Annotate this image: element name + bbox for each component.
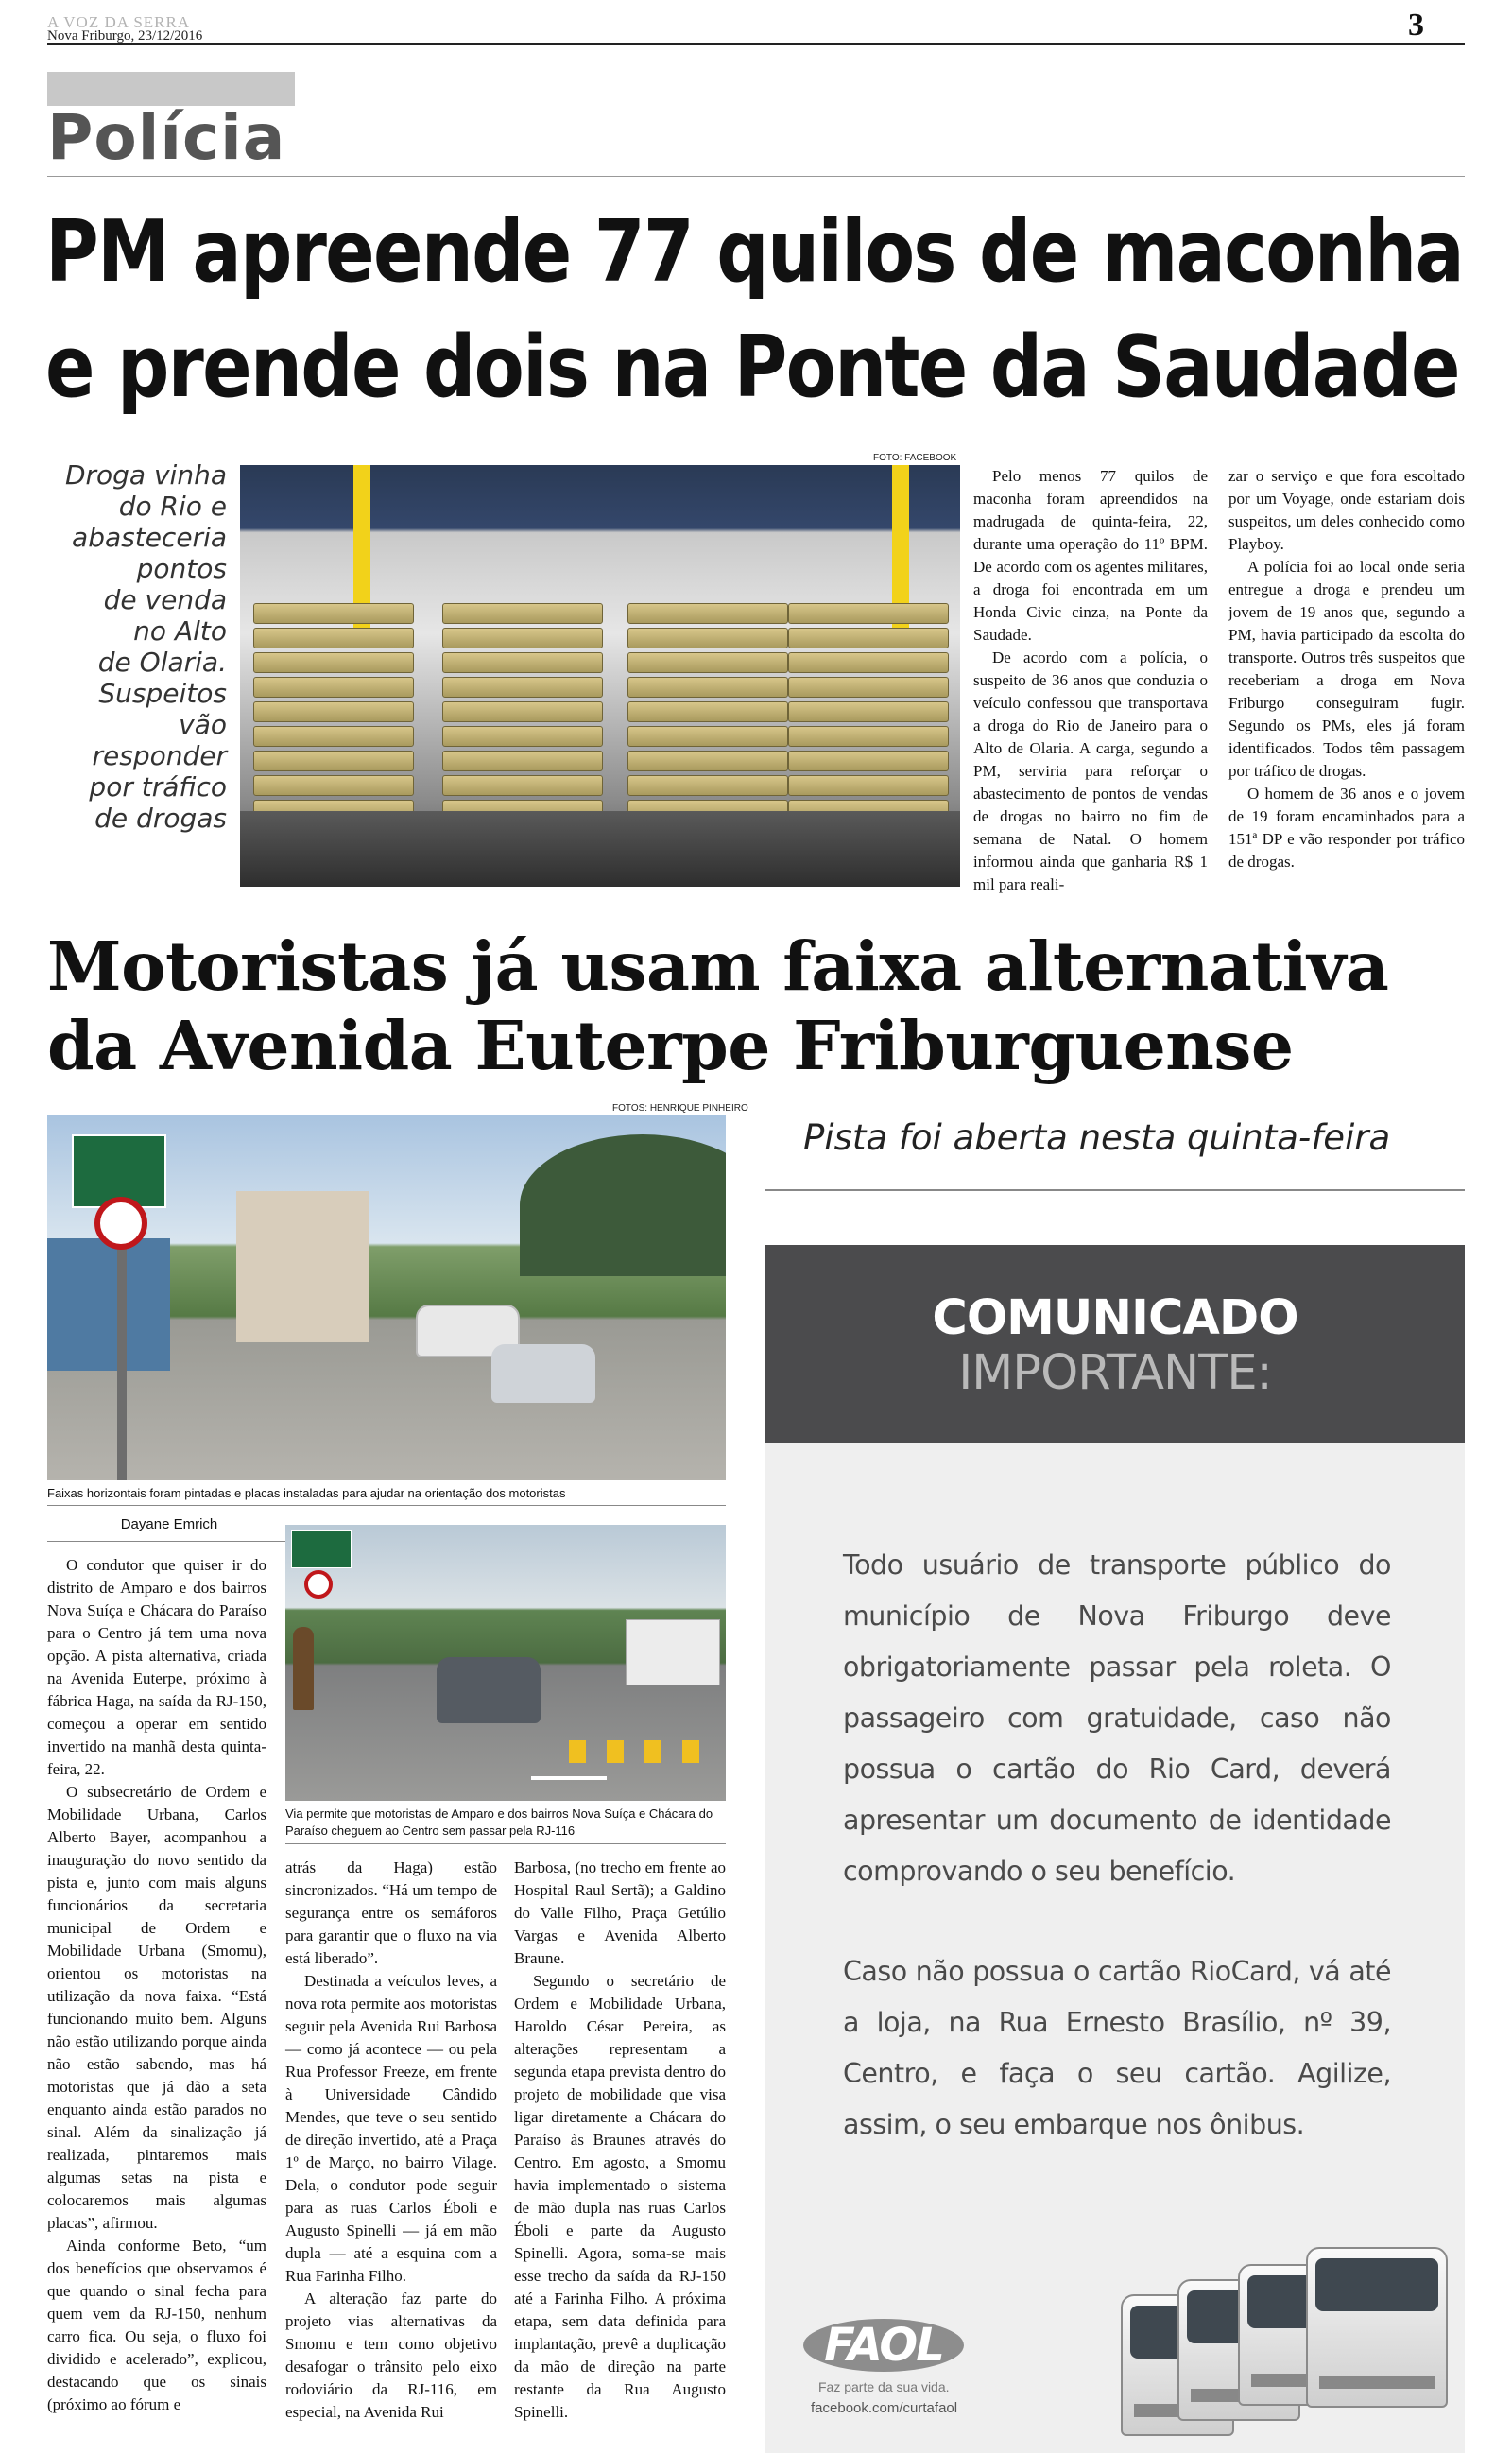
traffic-cone [682,1740,699,1763]
masthead-rule [47,43,1465,45]
photo-car [491,1344,595,1403]
deck-rule [765,1189,1465,1191]
photo-pedestrian [293,1627,314,1710]
straight-arrow-sign [304,1570,333,1599]
photo-counter [240,811,960,887]
photo-car [437,1657,541,1723]
traffic-cone [607,1740,624,1763]
photo-building [236,1191,369,1342]
deck-line: pontos [136,553,227,584]
sign-pole [117,1210,127,1480]
ad-header [765,1245,1465,1443]
story2-headline-line1: Motoristas já usam faixa alternativa [47,926,1389,1006]
paragraph: De acordo com a polícia, o suspeito de 36 anos que conduzia o veículo confessou que transportava a droga do Rio de Janeiro para o Alto de Olaria. A carga, segundo a PM, serviria para reforçar o abastecimento de pontos de vendas de drogas no bairro no fim de semana de Natal. O homem informou ainda que ganharia R$ 1 mil para reali- [973,648,1208,893]
paragraph: Pelo menos 77 quilos de maconha foram apreendidos na madrugada de quinta-feira, 22, durante uma operação do 11º BPM. De acordo com os agentes militares, a droga foi encontrada em um Honda Civic cinza, na Ponte da Saudade. [973,467,1208,644]
road-arrow-marking [531,1776,607,1795]
ad-paragraph-2: Caso não possua o cartão RioCard, vá até a loja, na Rua Ernesto Brasílio, nº 39, Centro, e faça o seu cartão. Agilize, assim, o seu embarque nos ônibus. [843,1956,1391,2140]
story2-photo-credit: FOTOS: HENRIQUE PINHEIRO [612,1103,748,1114]
story1-deck [47,459,227,834]
paragraph: O homem de 36 anos e o jovem de 19 foram encaminhados para a 151ª DP e vão responder por tráfico de drogas. [1228,785,1465,871]
straight-arrow-sign [94,1197,147,1250]
brick-stack [442,599,603,821]
byline: Dayane Emrich [120,1516,218,1532]
brick-stack [627,599,788,821]
paragraph: Ainda conforme Beto, “um dos benefícios que observamos é que quando o sinal fecha para quem vem da RJ-150, nenhum carro fica. Ou seja, o fluxo foi dividido e acelerado”, explicou, destacando que os sinais (próximo ao fórum e [47,2237,266,2413]
ad-facebook-link: facebook.com/curtafaol [811,2400,958,2416]
story2-column-3 [514,1857,726,2424]
story1-headline-line2: e prende dois na Ponte da Saudade [45,318,1459,417]
photo-truck [47,1238,170,1371]
ad-paragraph-1: Todo usuário de transporte público do município de Nova Friburgo deve obrigatoriamente passar pela roleta. O passageiro com gratuidade, caso não possua o cartão do Rio Card, deverá apresentar um documento de identidade comprovando o seu benefício. [843,1549,1391,1887]
paragraph: Barbosa, (no trecho em frente ao Hospital Raul Sertã); a Galdino do Valle Filho, Praça Getúlio Vargas e Avenida Alberto Braune. [514,1858,726,1967]
story2-headline [47,926,1465,1085]
traffic-cone [644,1740,662,1763]
faol-advertisement [765,1245,1465,2453]
paragraph: atrás da Haga) estão sincronizados. “Há um tempo de segurança entre os semáforos para garantir que o fluxo na via está liberado”. [285,1858,497,1967]
story1-headline-line1: PM apreende 77 quilos de maconha [45,202,1464,302]
paragraph: Destinada a veículos leves, a nova rota permite aos motoristas seguir pela Avenida Rui Barbosa — como já acontece — ou pela Rua Professor Freeze, em frente à Universidade Cândido Mendes, que teve o seu sentido de direção invertido, até a Praça 1º de Março, no bairro Vilage. Dela, o condutor pode seguir para as ruas Carlos Éboli e Augusto Spinelli — já em mão dupla — até a esquina com a Rua Farinha Filho. [285,1972,497,2285]
alternate-route-sign [291,1530,352,1568]
story2-deck: Pista foi aberta nesta quinta-feira [803,1117,1391,1158]
story1-column-1 [973,465,1208,896]
story1-column-2 [1228,465,1465,873]
story1-headline [45,195,1464,425]
photo-van [626,1619,720,1685]
deck-line: abasteceria [72,522,227,553]
deck-line: Suspeitos vão [98,678,227,740]
paragraph: A alteração faz parte do projeto vias alternativas da Smomu e tem como objetivo desafogar o trânsito pelo eixo rodoviário da RJ-116, em especial, na Avenida Rui [285,2290,497,2421]
page-number: 3 [1408,8,1424,43]
issue-date: Nova Friburgo, 23/12/2016 [47,28,203,43]
deck-line: por tráfico [89,771,227,803]
ad-title-line2: IMPORTANTE: [958,1345,1272,1401]
paragraph: Segundo o secretário de Ordem e Mobilidade Urbana, Haroldo César Pereira, as alterações representam a segunda etapa prevista dentro do projeto de mobilidade que visa ligar diretamente a Chácara do Paraíso às Braunes através do Centro. Em agosto, a Smomu havia implementado o sistema de mão dupla nas ruas Carlos Éboli e parte da Augusto Spinelli. Agora, soma-se mais esse trecho da saída da RJ-150 até a Farinha Filho. A próxima etapa, sem data definida para implantação, prevê a duplicação da mão de direção na parte restante da Rua Augusto Spinelli. [514,1972,726,2421]
deck-line: de Olaria. [97,647,227,678]
photo-mountain [520,1134,726,1276]
paragraph: O subsecretário de Ordem e Mobilidade Urbana, Carlos Alberto Bayer, acompanhou a inauguração do novo sentido da pista e, junto com mais alguns funcionários da secretaria municipal de Ordem e Mobilidade Urbana (Smomu), orientou os motoristas na utilização da nova faixa. “Está funcionando muito bem. Alguns não estão utilizando porque ainda não estão sabendo, mas há motoristas que já dão a seta enquanto ainda estão parados no sinal. Além da sinalização já realizada, pintaremos mais algumas setas na pista e colocaremos mais algumas placas”, afirmou. [47,1783,266,2232]
story2-column-1 [47,1554,266,2416]
brick-stack [788,599,949,821]
deck-line: de drogas [94,803,227,834]
byline-rule [47,1541,291,1542]
story1-photo-credit: FOTO: FACEBOOK [873,453,957,463]
paragraph: A polícia foi ao local onde seria entregue a droga e prendeu um jovem de 19 anos que, segundo a PM, havia participado da escolta do transporte. Outros três suspeitos que receberiam a droga em Nova Friburgo conseguiram fugir. Segundo os PMs, eles já foram identificados. Todos têm passagem por tráfico de drogas. [1228,558,1465,780]
story2-column-2 [285,1857,497,2424]
deck-line: responder [92,740,227,771]
deck-line: do Rio e [118,491,227,522]
deck-line: de venda [103,584,227,615]
section-rule [47,176,1465,177]
ad-title-line1: COMUNICADO [932,1290,1298,1346]
caption-rule [47,1505,726,1506]
avenue-photo-1 [47,1115,726,1480]
paragraph: zar o serviço e que fora escoltado por um Voyage, onde estariam dois suspeitos, um deles conhecido como Playboy. [1228,467,1465,553]
drug-seizure-photo [240,465,960,887]
story2-headline-line2: da Avenida Euterpe Friburguense [47,1006,1294,1085]
photo2-caption: Via permite que motoristas de Amparo e dos bairros Nova Suíça e Chácara do Paraíso cheguem ao Centro sem passar pela RJ-116 [285,1806,713,1838]
brick-stack [253,599,414,821]
bus-image [1306,2247,1448,2408]
newspaper-name: A VOZ DA SERRA [47,13,191,31]
deck-line: Droga vinha [64,459,227,491]
traffic-cone [569,1740,586,1763]
paragraph: O condutor que quiser ir do distrito de Amparo e dos bairros Nova Suíça e Chácara do Paraíso para o Centro já tem uma nova opção. A pista alternativa, criada na Avenida Euterpe, próximo à fábrica Haga, na saída da RJ-150, começou a operar em sentido invertido na manhã desta quinta-feira, 22. [47,1556,266,1778]
section-title: Polícia [47,101,286,174]
photo1-caption: Faixas horizontais foram pintadas e placas instaladas para ajudar na orientação dos motoristas [47,1486,566,1500]
deck-line: no Alto [133,615,227,647]
caption-rule [285,1843,726,1844]
faol-logo: FAOL [803,2319,964,2372]
avenue-photo-2 [285,1525,726,1801]
ad-slogan: Faz parte da sua vida. [818,2379,950,2394]
